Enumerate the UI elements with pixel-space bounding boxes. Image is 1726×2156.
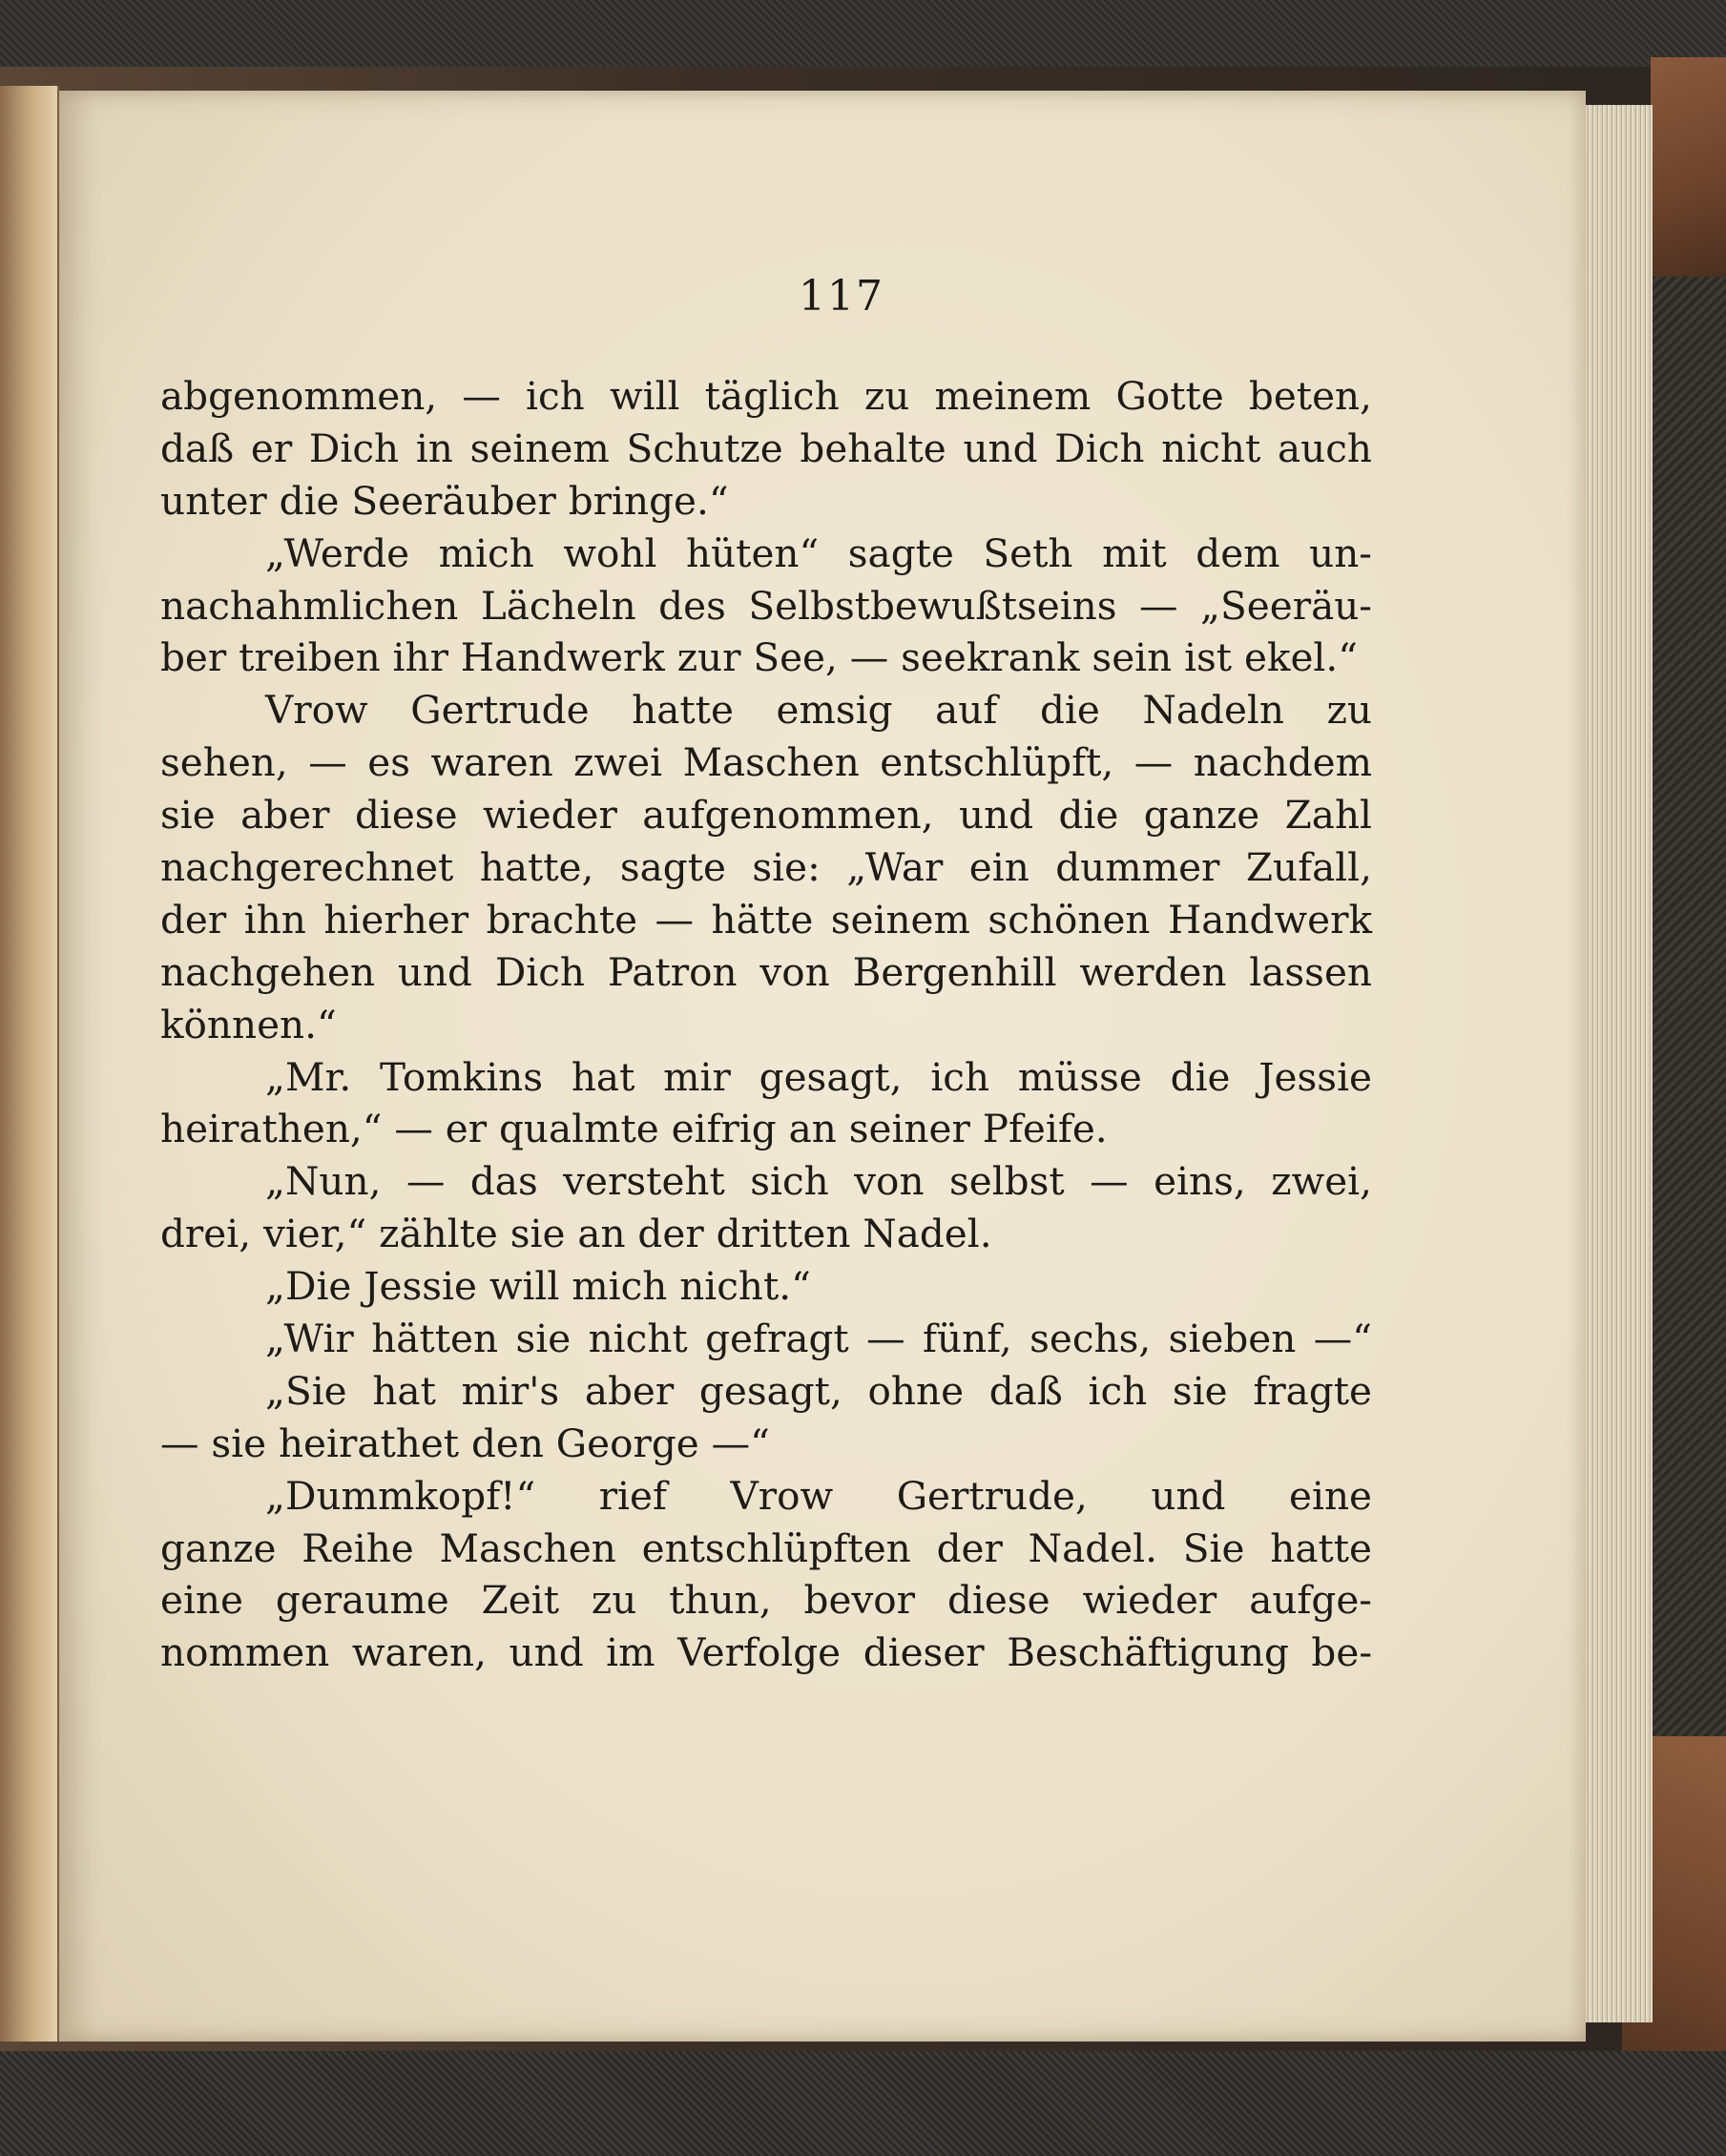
text-line: Vrow Gertrude hatte emsig auf die Nadeln zu bbox=[265, 687, 1372, 734]
page-stack-edge bbox=[1584, 105, 1653, 2022]
text-line: abgenommen, — ich will täglich zu meinem Gotte beten, bbox=[160, 373, 1372, 419]
text-line: ber treiben ihr Handwerk zur See, — seekrank sein ist ekel.“ bbox=[160, 634, 1358, 681]
leather-corner-top bbox=[1651, 57, 1726, 277]
text-line: drei, vier,“ zählte sie an der dritten Nadel. bbox=[160, 1211, 992, 1257]
text-line: nachahmlichen Lächeln des Selbstbewußtseins — „Seeräu- bbox=[160, 582, 1372, 629]
text-line: nachgehen und Dich Patron von Bergenhill werden lassen bbox=[160, 948, 1372, 995]
text-line: „Nun, — das versteht sich von selbst — eins, zwei, bbox=[265, 1158, 1372, 1205]
text-line: „Werde mich wohl hüten“ sagte Seth mit dem un- bbox=[265, 529, 1372, 576]
text-line: heirathen,“ — er qualmte eifrig an seiner Pfeife. bbox=[160, 1106, 1108, 1152]
text-line: „Dummkopf!“ rief Vrow Gertrude, und eine bbox=[265, 1472, 1372, 1519]
text-line: „Sie hat mir's aber gesagt, ohne daß ich sie fragte bbox=[265, 1367, 1372, 1414]
text-line: sehen, — es waren zwei Maschen entschlüpft, — nachdem bbox=[160, 739, 1372, 786]
page-number: 117 bbox=[799, 272, 884, 321]
text-line: nachgerechnet hatte, sagte sie: „War ein dummer Zufall, bbox=[160, 844, 1372, 891]
text-line: eine geraume Zeit zu thun, bevor diese wieder aufge- bbox=[160, 1577, 1372, 1624]
text-line: „Mr. Tomkins hat mir gesagt, ich müsse die Jessie bbox=[265, 1053, 1372, 1100]
text-line: unter die Seeräuber bringe.“ bbox=[160, 477, 729, 524]
text-line: nommen waren, und im Verfolge dieser Beschäftigung be- bbox=[160, 1629, 1372, 1676]
text-line: sie aber diese wieder aufgenommen, und die ganze Zahl bbox=[160, 792, 1372, 839]
previous-page-edge bbox=[0, 86, 59, 2042]
text-line: können.“ bbox=[160, 1001, 337, 1047]
body-text bbox=[160, 370, 1372, 1679]
book-cover-top bbox=[0, 0, 1726, 67]
text-line: „Wir hätten sie nicht gefragt — fünf, sechs, sieben —“ bbox=[265, 1316, 1372, 1362]
text-line: der ihn hierher brachte — hätte seinem schönen Handwerk bbox=[160, 896, 1372, 943]
book-cover-bottom bbox=[0, 2051, 1726, 2156]
text-line: „Die Jessie will mich nicht.“ bbox=[265, 1263, 811, 1310]
text-line: ganze Reihe Maschen entschlüpften der Nadel. Sie hatte bbox=[160, 1524, 1372, 1571]
text-line: — sie heirathet den George —“ bbox=[160, 1420, 770, 1466]
text-line: daß er Dich in seinem Schutze behalte und Dich nicht auch bbox=[160, 425, 1372, 471]
